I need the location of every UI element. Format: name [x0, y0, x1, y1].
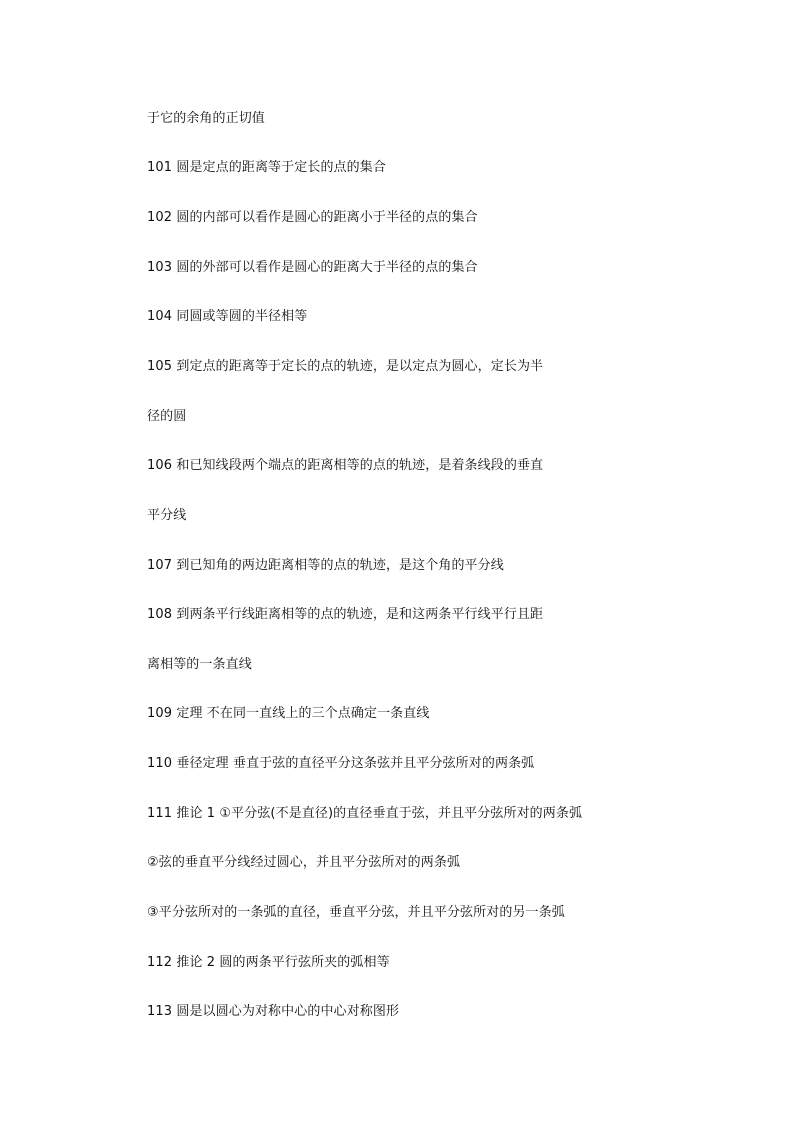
text-line: 106 和已知线段两个端点的距离相等的点的轨迹，是着条线段的垂直 [147, 458, 544, 473]
text-line: 108 到两条平行线距离相等的点的轨迹，是和这两条平行线平行且距 [147, 607, 544, 622]
text-line: 径的圆 [147, 409, 187, 424]
text-line: 104 同圆或等圆的半径相等 [147, 309, 308, 324]
text-line: 107 到已知角的两边距离相等的点的轨迹，是这个角的平分线 [147, 558, 504, 573]
text-line: ②弦的垂直平分线经过圆心，并且平分弦所对的两条弧 [147, 855, 461, 870]
text-line: 103 圆的外部可以看作是圆心的距离大于半径的点的集合 [147, 260, 478, 275]
text-line: 102 圆的内部可以看作是圆心的距离小于半径的点的集合 [147, 210, 478, 225]
text-line: 113 圆是以圆心为对称中心的中心对称图形 [147, 1004, 400, 1019]
text-line: 112 推论 2 圆的两条平行弦所夹的弧相等 [147, 955, 390, 970]
text-line: 110 垂径定理 垂直于弦的直径平分这条弦并且平分弦所对的两条弧 [147, 756, 535, 771]
text-line: 于它的余角的正切值 [147, 111, 265, 126]
text-line: ③平分弦所对的一条弧的直径，垂直平分弦，并且平分弦所对的另一条弧 [147, 905, 565, 920]
text-line: 离相等的一条直线 [147, 657, 252, 672]
text-line: 平分线 [147, 508, 187, 523]
text-line: 111 推论 1 ①平分弦(不是直径)的直径垂直于弦，并且平分弦所对的两条弧 [147, 806, 583, 821]
text-line: 105 到定点的距离等于定长的点的轨迹，是以定点为圆心，定长为半 [147, 359, 544, 374]
text-line: 101 圆是定点的距离等于定长的点的集合 [147, 160, 386, 175]
text-line: 109 定理 不在同一直线上的三个点确定一条直线 [147, 706, 430, 721]
